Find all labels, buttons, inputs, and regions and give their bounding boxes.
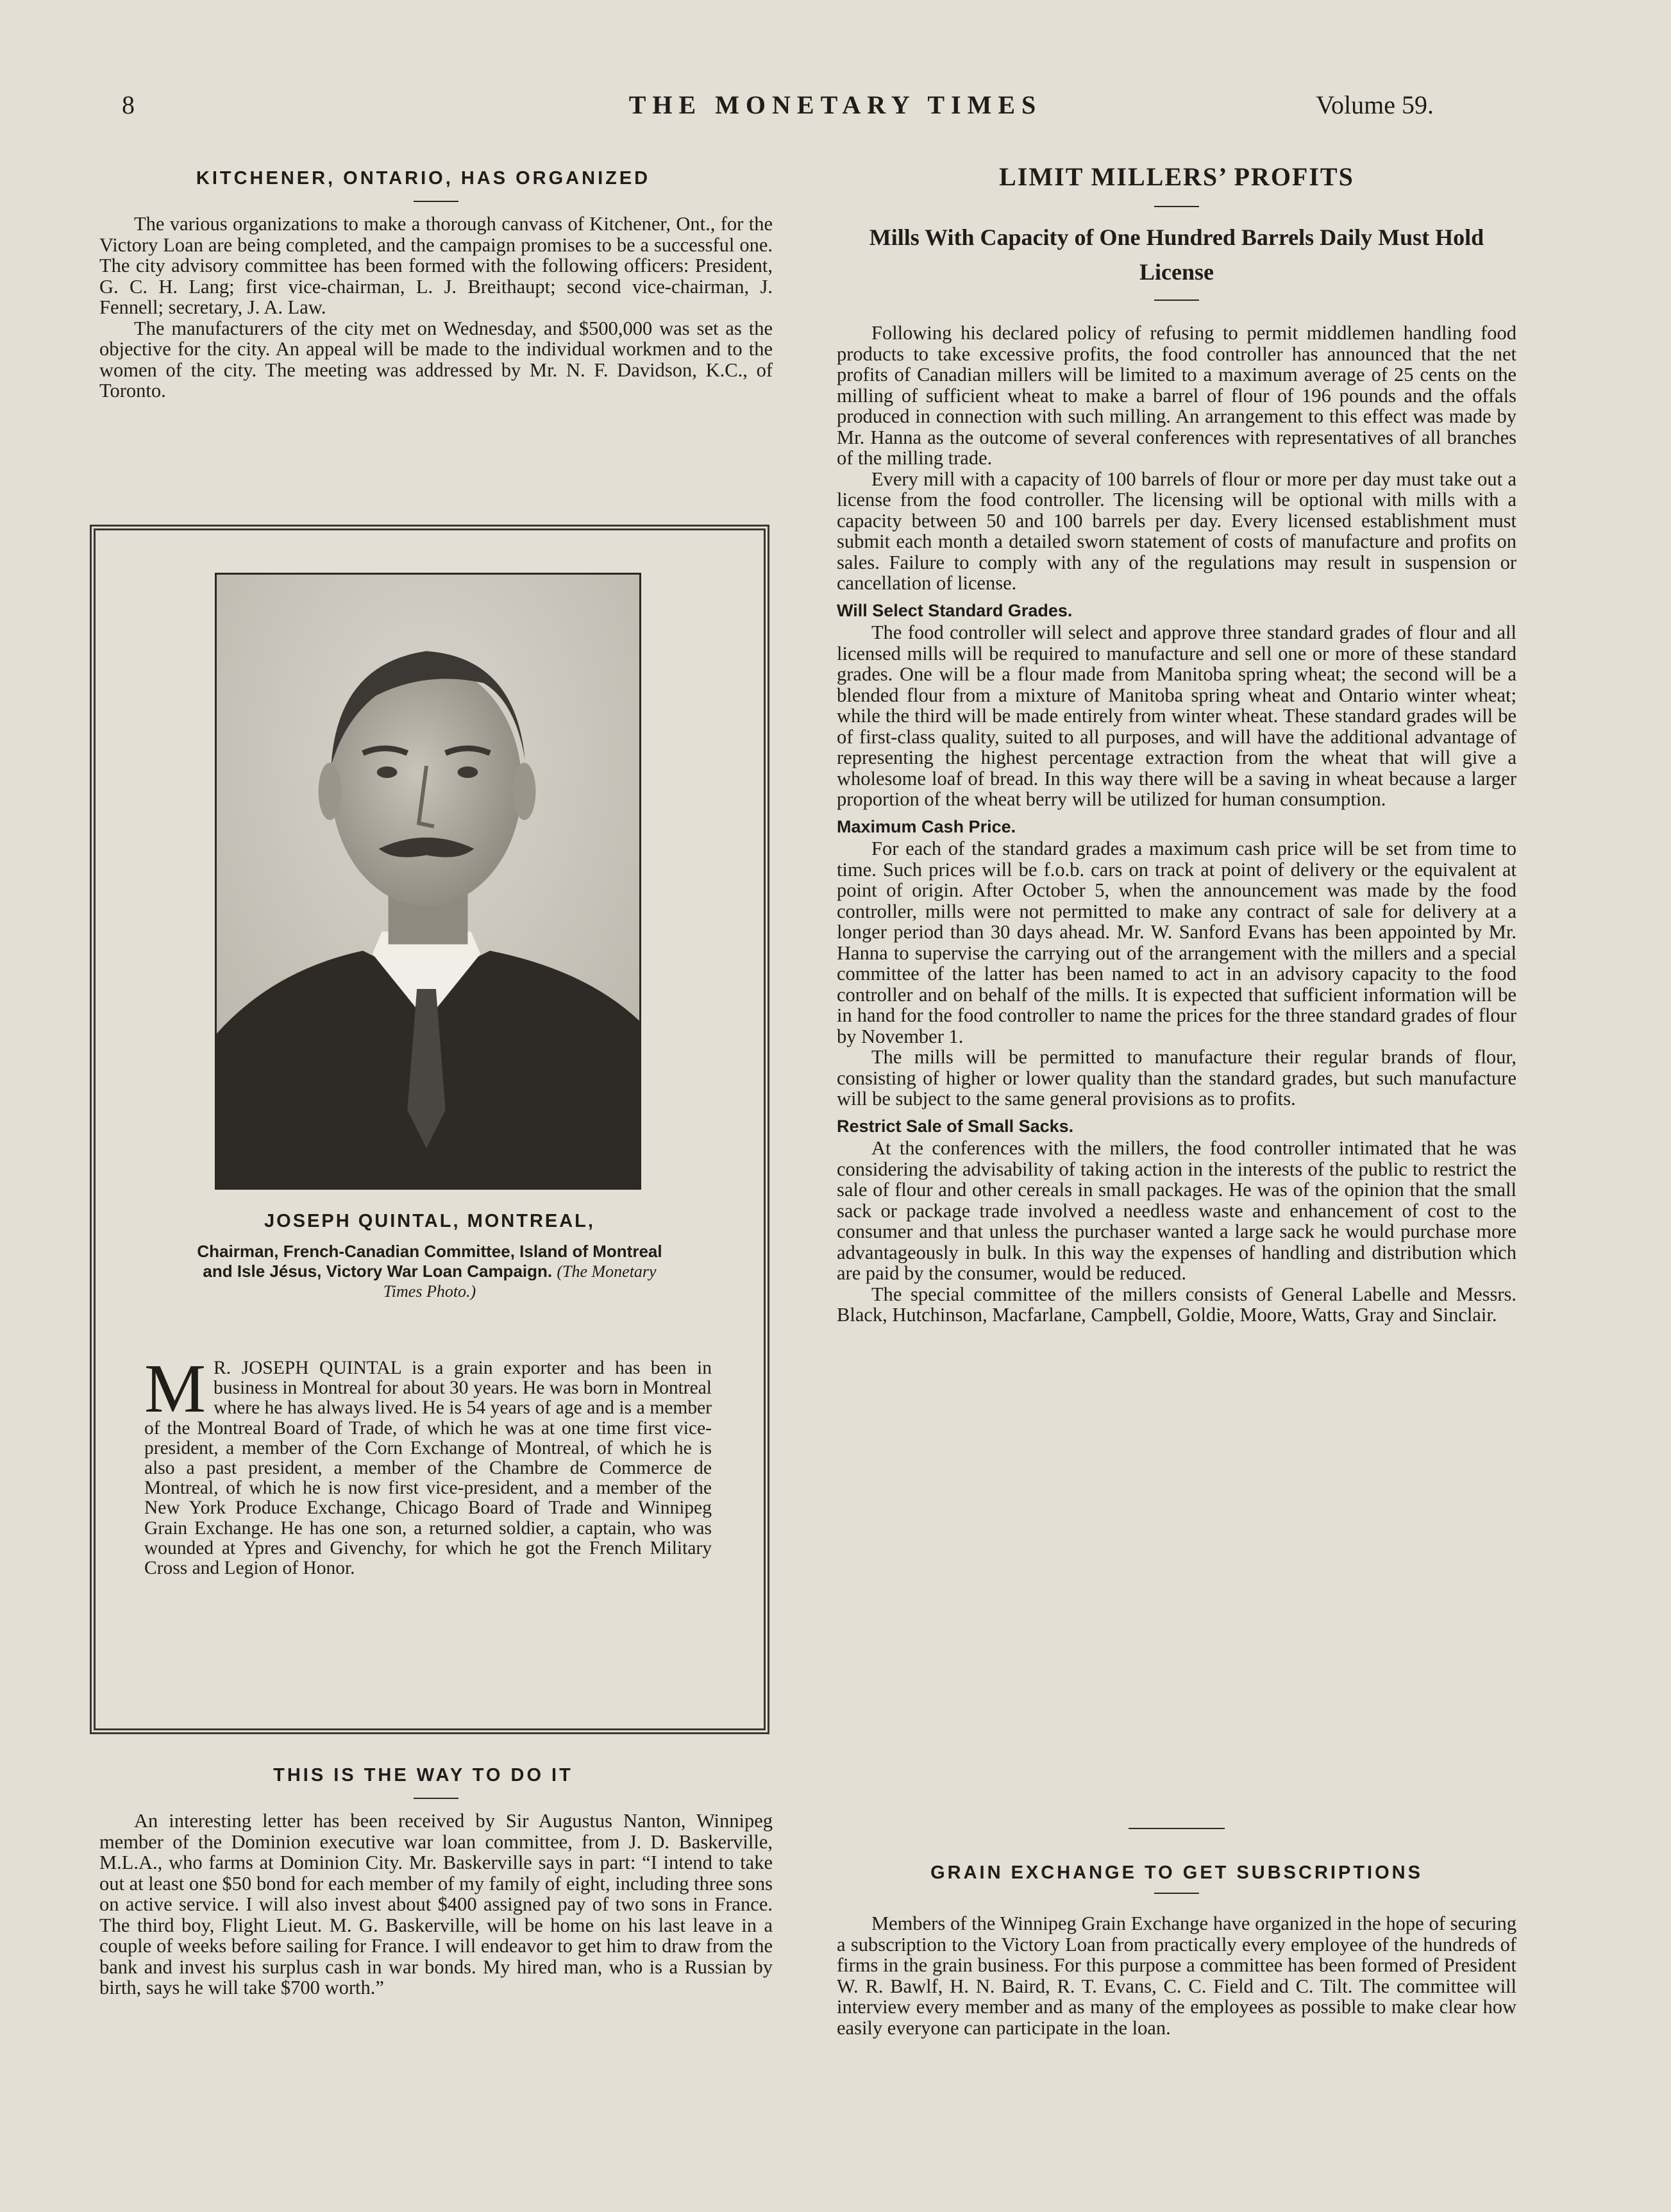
millers-paragraph-1: Following his declared policy of refusing to permit middlemen handling food products to take excessive profits, the food controller has announced that the net profits of Canadian millers will be limited to a maximum average of 25 cents on the milling of sufficient wheat to make a barrel of flour of 196 pounds and the offals produced in connection with such milling. An arrangement to this effect was made by Mr. Hanna as the outcome of several conferences with representatives of all branches of the milling trade. — [837, 322, 1516, 469]
section-divider — [1129, 1828, 1225, 1829]
millers-paragraph-4: For each of the standard grades a maximum cash price will be set from time to time. Such prices will be f.o.b. cars on track at point of delivery or the equivalent at point of origin. After October 5, when the announcement was made by the food controller, mills were not permitted to make any contract of sale for delivery at a longer period than 30 days ahead. Mr. W. Sanford Evans has been appointed by Mr. Hanna to supervise the carrying out of the arrangement with the millers and a special committee of the latter has been named to act in an advisory capacity to the food controller and on behalf of the mills. It is expected that sufficient information will be in hand for the food controller to name the prices for the three standard grades of flour by November 1. — [837, 838, 1516, 1047]
subhead-maximum-cash-price: Maximum Cash Price. — [837, 816, 1016, 836]
biography-text: R. JOSEPH QUINTAL is a grain exporter and has been in business in Montreal for about 30 years. He was born in Montreal where he has always lived. He is 54 years of age and is a member of the Montreal Board of Trade, of which he was at one time first vice-president, a member of the Corn Exchange of Montreal, of which he is also a past president, a member of the Chambre de Commerce de Montreal, of which he is now first vice-president, and a member of the New York Produce Exchange, Chicago Board of Trade and Winnipeg Grain Exchange. He has one son, a returned soldier, a captain, who was wounded at Ypres and Givenchy, for which he got the French Military Cross and Legion of Honor. — [144, 1358, 712, 1579]
millers-paragraph-3: The food controller will select and approve three standard grades of flour and all licensed mills will be required to manufacture and sell one or more of these standard grades. One will be a flour made from Manitoba spring wheat; the second will be a blended flour from a mixture of Manitoba spring wheat and Ontario winter wheat; while the third will be made entirely from winter wheat. These standard grades will be of first-class quality, suited to all purposes, and will have the additional advantage of representing the highest percentage extraction from the wheat that will give a wholesome loaf of bread. In this way there will be a saving in wheat because a larger proportion of the wheat berry will be utilized for human consumption. — [837, 621, 1516, 810]
millers-title: LIMIT MILLERS’ PROFITS — [999, 162, 1354, 191]
kitchener-paragraph-1: The various organizations to make a thorough canvass of Kitchener, Ont., for the Victory Loan are being completed, and the campaign promises to be a successful one. The city advisory committee has been formed with the following officers: President, G. C. H. Lang; first vice-chairman, L. J. Breithaupt; second vice-chairman, J. Fennell; secretary, J. A. Law. — [99, 213, 773, 318]
portrait-caption-name: JOSEPH QUINTAL, MONTREAL, — [264, 1211, 595, 1231]
portrait-photo — [215, 573, 641, 1190]
publication-title: THE MONETARY TIMES — [628, 90, 1043, 119]
subhead-small-sacks: Restrict Sale of Small Sacks. — [837, 1116, 1074, 1136]
millers-paragraph-5: The mills will be permitted to manufacture their regular brands of flour, consisting of higher or lower quality than the standard grades, but such manufacture will be subject to the same general provisions as to profits. — [837, 1046, 1516, 1110]
millers-paragraph-7: The special committee of the millers consists of General Labelle and Messrs. Black, Hutchinson, Macfarlane, Campbell, Goldie, Moore, Watts, Gray and Sinclair. — [837, 1283, 1516, 1326]
portrait-image — [217, 575, 639, 1188]
divider-rule — [414, 1798, 458, 1799]
divider-rule — [414, 201, 458, 202]
divider-rule — [1154, 206, 1199, 207]
millers-article — [837, 162, 1516, 1326]
millers-paragraph-2: Every mill with a capacity of 100 barrels of flour or more per day must take out a license from the food controller. The licensing will be optional with mills with a capacity between 50 and 100 barrels per day. Every licensed establishment must submit each month a detailed sworn statement of costs of manufacture and profits on sales. Failure to comply with any of the regulations may result in suspension or cancellation of license. — [837, 468, 1516, 594]
millers-subtitle: Mills With Capacity of One Hundred Barrels Daily Must Hold License — [869, 224, 1484, 285]
portrait-caption-text: Chairman, French-Canadian Committee, Island of Montreal and Isle Jésus, Victory War Loan Campaign. — [197, 1242, 662, 1281]
volume-label: Volume 59. — [1316, 90, 1434, 119]
kitchener-paragraph-2: The manufacturers of the city met on Wednesday, and $500,000 was set as the objective for the city. An appeal will be made to the individual workmen and to the women of the city. The meeting was addressed by Mr. N. F. Davidson, K.C., of Toronto. — [99, 317, 773, 401]
photo-credit: (The Monetary Times Photo.) — [383, 1262, 657, 1301]
way-heading: THIS IS THE WAY TO DO IT — [273, 1765, 573, 1786]
page-number: 8 — [122, 90, 135, 119]
way-article — [99, 1765, 773, 1998]
millers-paragraph-6: At the conferences with the millers, the food controller intimated that he was considering the advisability of taking action in the interests of the public to restrict the sale of flour and other cereals in small packages. He was of the opinion that the small sack or package trade involved a needless waste and enhancement of cost to the consumer and that unless the purchaser wanted a large sack he would purchase more advantageously in bulk. In this way the expenses of handling and distribution which are paid by the consumer, would be reduced. — [837, 1137, 1516, 1284]
divider-rule — [1154, 300, 1199, 301]
grain-article — [837, 1862, 1516, 2038]
grain-heading: GRAIN EXCHANGE TO GET SUBSCRIPTIONS — [930, 1862, 1423, 1883]
portrait-caption — [186, 1242, 673, 1301]
kitchener-article — [99, 168, 773, 401]
kitchener-heading: KITCHENER, ONTARIO, HAS ORGANIZED — [196, 168, 651, 189]
way-paragraph-1: An interesting letter has been received by Sir Augustus Nanton, Winnipeg member of the Dominion executive war loan committee, from J. D. Baskerville, M.L.A., who farms at Dominion City. Mr. Baskerville says in part: “I intend to take out at least one $50 bond for each member of my family of eight, including three sons on active service. I will also invest about $400 assigned pay of two sons in France. The third boy, Flight Lieut. M. G. Baskerville, will be home on his last leave in a couple of weeks before sailing for France. I will endeavor to get him to draw from the bank and invest his surplus cash in war bonds. My hired man, who is a Russian by birth, says he will take $700 worth.” — [99, 1810, 773, 1998]
quintal-biography — [144, 1351, 712, 1579]
grain-paragraph-1: Members of the Winnipeg Grain Exchange have organized in the hope of securing a subscription to the Victory Loan from practically every employee of the hundreds of firms in the grain business. For this purpose a committee has been formed of President W. R. Bawlf, H. N. Baird, R. T. Evans, C. C. Field and C. Tilt. The committee will interview every member and as many of the employees as possible to make clear how easily everyone can participate in the loan. — [837, 1912, 1516, 2039]
divider-rule — [1154, 1893, 1199, 1894]
drop-cap: M — [144, 1351, 206, 1427]
subhead-standard-grades: Will Select Standard Grades. — [837, 600, 1073, 620]
